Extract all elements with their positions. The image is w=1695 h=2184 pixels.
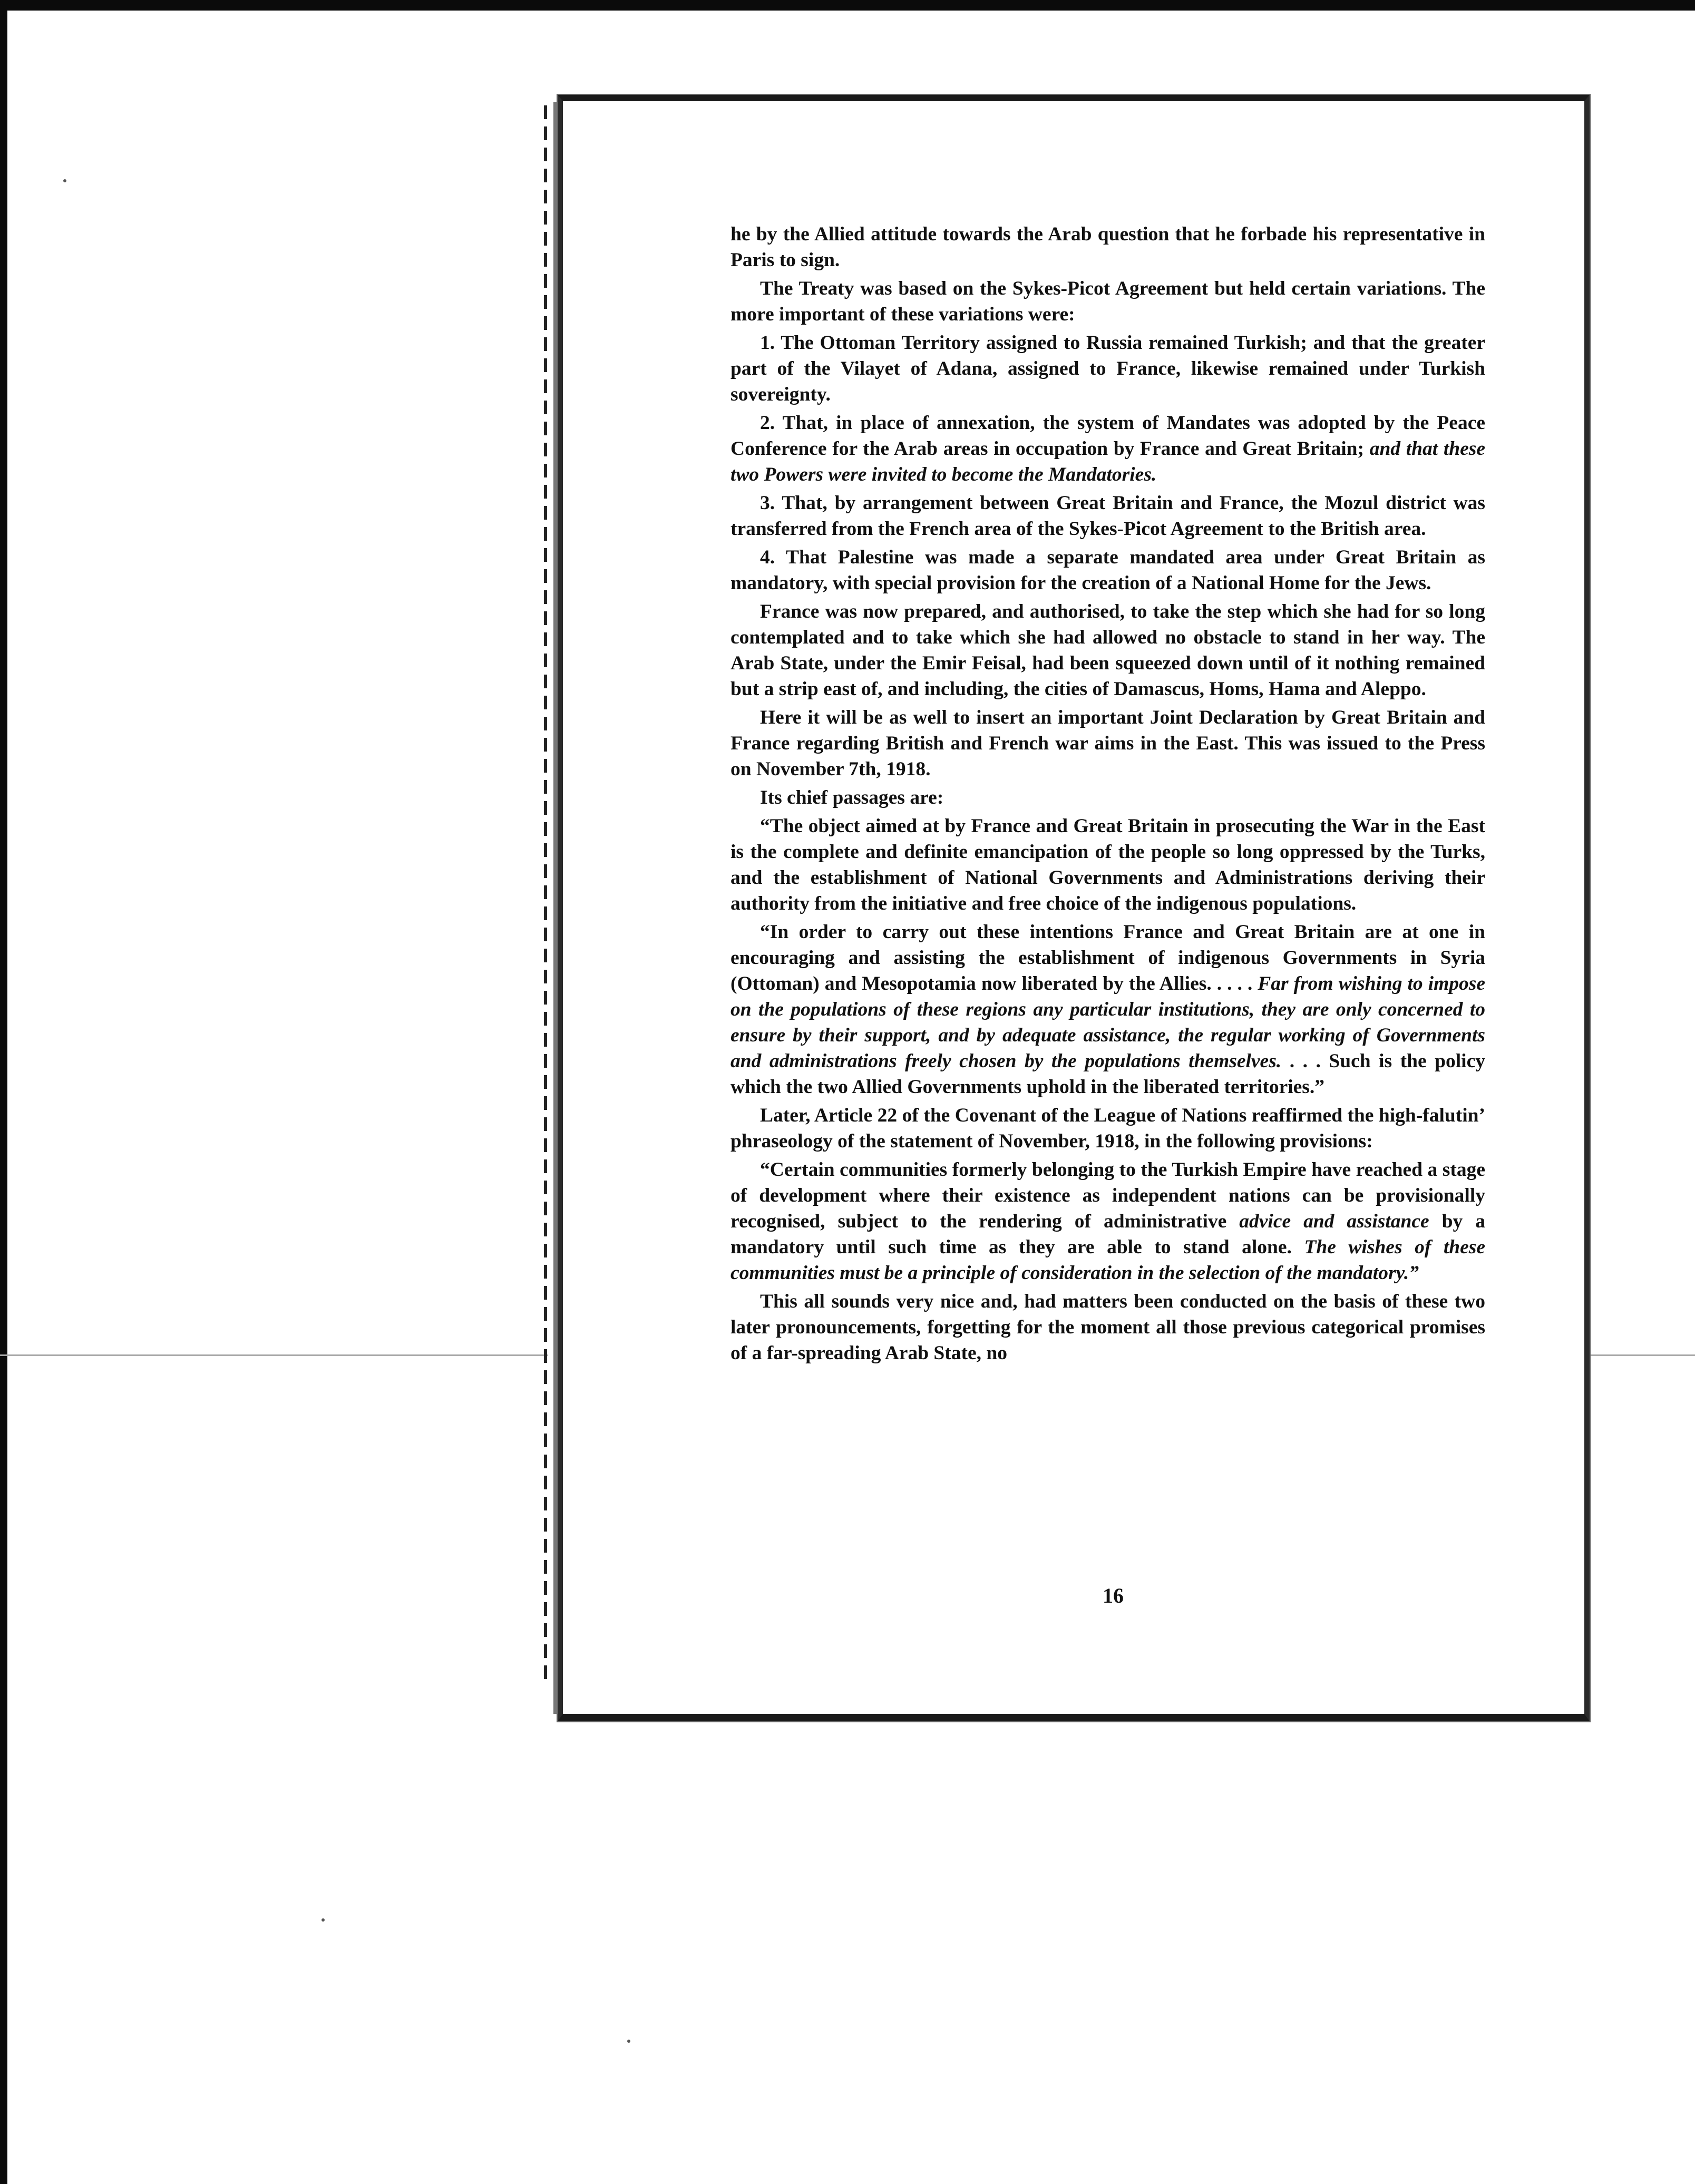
text-run: Here it will be as well to insert an important Joint Declaration by Great Britain and France regarding British and French war aims in the East. This was issued to the Press on November 7th, 1918.: [730, 707, 1485, 780]
paragraph-p14: [730, 1289, 1485, 1366]
italic-text: advice and assistance: [1239, 1211, 1429, 1232]
text-run: 1. The Ottoman Territory assigned to Russia remained Turkish; and that the greater part of the Vilayet of Adana, assigned to France, likewise remained under Turkish sovereignty.: [730, 332, 1485, 405]
scan-border-left: [0, 0, 7, 2184]
paragraph-p7: [730, 599, 1485, 702]
paragraph-p9: [730, 785, 1485, 811]
text-run: . . . Such is the policy which the two Allied Governments uphold in the liberated territories.”: [730, 1050, 1485, 1098]
sheet-edge-shadow: [544, 105, 547, 1686]
italic-text: The wishes of these communities must be a principle of consideration in the selection of the mandatory.”: [730, 1236, 1486, 1284]
text-run: by a mandatory until such time as they are able to stand alone.: [730, 1211, 1485, 1258]
page-number: 16: [1103, 1584, 1124, 1607]
paragraph-p2: [730, 276, 1485, 327]
paragraph-p5: [730, 490, 1485, 542]
paragraph-p6: [730, 544, 1485, 596]
scan-speck: [627, 2040, 630, 2043]
text-run: The Treaty was based on the Sykes-Picot Agreement but held certain variations. The more important of these variations were:: [730, 278, 1485, 325]
text-run: France was now prepared, and authorised, to take the step which she had for so long contemplated and to take which she had allowed no obstacle to stand in her way. The Arab State, under the Emir Feisal, had been squeezed down until of it nothing remained but a strip east of, and including, the cities of Damascus, Homs, Hama and Aleppo.: [730, 601, 1485, 700]
paragraph-p11: [730, 919, 1485, 1100]
text-run: Later, Article 22 of the Covenant of the League of Nations reaffirmed the high-falutin’ phraseology of the statement of November, 1918, in the following provisions:: [730, 1105, 1485, 1152]
paragraph-p12: [730, 1103, 1485, 1154]
paragraph-p13: [730, 1157, 1485, 1286]
text-run: 3. That, by arrangement between Great Britain and France, the Mozul district was transferred from the French area of the Sykes-Picot Agreement to the British area.: [730, 492, 1485, 540]
scan-border-top: [0, 0, 1695, 11]
italic-text: and that these two Powers were invited to become the Mandatories.: [730, 438, 1485, 485]
text-run: “The object aimed at by France and Great Britain in prosecuting the War in the East is the complete and definite emancipation of the people so long oppressed by the Turks, and the establishment of National Governments and Administrations deriving their authority from the initiative and free choice of the indigenous populations.: [730, 815, 1485, 914]
scan-speck: [63, 179, 66, 182]
text-run: he by the Allied attitude towards the Arab question that he forbade his representative in Paris to sign.: [730, 223, 1485, 271]
text-run: 2. That, in place of annexation, the system of Mandates was adopted by the Peace Conference for the Arab areas in occupation by France and Great Britain;: [730, 412, 1485, 460]
paragraph-p3: [730, 330, 1485, 407]
text-run: “In order to carry out these intentions France and Great Britain are at one in encouraging and assisting the establishment of indigenous Governments in Syria (Ottoman) and Mesopotamia now liberated by the Allies. . . . .: [730, 921, 1485, 994]
fold-line-left: [0, 1354, 548, 1356]
italic-text: Far from wishing to impose on the populations of these regions any particular institutions, they are only concerned to ensure by their support, and by adequate assistance, the regular working of Governments and administrations freely chosen by the populations themselves.: [730, 973, 1485, 1072]
text-run: This all sounds very nice and, had matters been conducted on the basis of these two later pronouncements, forgetting for the moment all those previous categorical promises of a far-spreading Arab State, no: [730, 1291, 1485, 1364]
text-run: 4. That Palestine was made a separate mandated area under Great Britain as mandatory, with special provision for the creation of a National Home for the Jews.: [730, 547, 1485, 594]
text-run: “Certain communities formerly belonging to the Turkish Empire have reached a stage of development where their existence as independent nations can be provisionally recognised, subject to the rendering of administrative: [730, 1159, 1485, 1232]
text-run: Its chief passages are:: [760, 787, 944, 808]
document-body: [730, 221, 1485, 1369]
paragraph-p8: [730, 705, 1485, 782]
paragraph-p1: [730, 221, 1485, 273]
paragraph-p4: [730, 410, 1485, 487]
paragraph-p10: [730, 813, 1485, 916]
scan-speck: [322, 1918, 325, 1922]
